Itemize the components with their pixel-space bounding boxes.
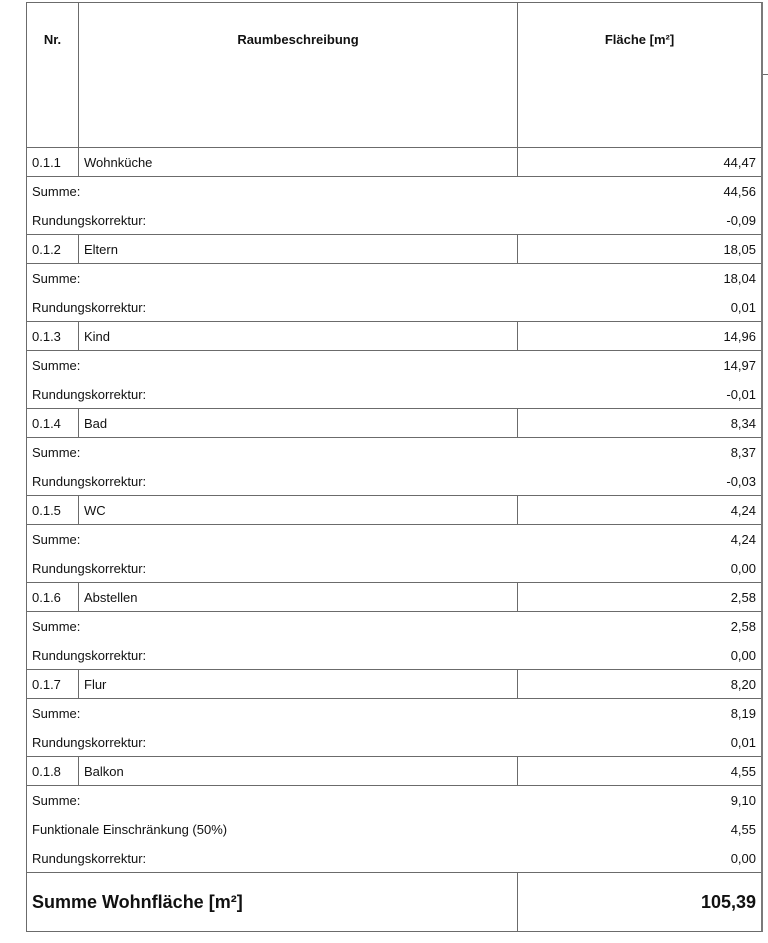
room-nr: 0.1.3 — [27, 322, 79, 350]
rounding-row — [27, 292, 761, 321]
rounding-label: Rundungskorrektur: — [32, 473, 147, 489]
adjacent-column-edge — [763, 74, 768, 75]
rounding-value: 0,00 — [730, 647, 756, 663]
room-row — [27, 756, 761, 785]
rounding-value: -0,09 — [726, 212, 756, 228]
room-name: Flur — [79, 670, 518, 698]
rounding-value: 0,00 — [730, 850, 756, 866]
sum-label: Summe: — [32, 445, 81, 460]
room-row — [27, 321, 761, 350]
sum-label: Summe: — [32, 793, 81, 808]
rounding-row — [27, 843, 761, 872]
room-area: 18,05 — [723, 241, 756, 257]
room-nr: 0.1.6 — [27, 583, 79, 611]
sum-row — [27, 437, 761, 466]
room-nr: 0.1.8 — [27, 757, 79, 785]
rounding-value: 0,01 — [730, 299, 756, 315]
sum-label: Summe: — [32, 619, 81, 634]
room-name: Eltern — [79, 235, 518, 263]
room-row — [27, 582, 761, 611]
rounding-label: Rundungskorrektur: — [32, 647, 147, 663]
sum-label: Summe: — [32, 271, 81, 286]
sum-row — [27, 785, 761, 814]
sum-value: 8,37 — [730, 445, 756, 460]
sum-label: Summe: — [32, 184, 81, 199]
header-nr: Nr. — [27, 3, 79, 147]
sum-value: 4,24 — [730, 532, 756, 547]
rounding-value: -0,03 — [726, 473, 756, 489]
sum-row — [27, 176, 761, 205]
rounding-label: Rundungskorrektur: — [32, 734, 147, 750]
sum-value: 2,58 — [730, 619, 756, 634]
room-area: 8,20 — [730, 676, 756, 692]
functional-label: Funktionale Einschränkung (50%) — [32, 821, 228, 837]
room-area: 2,58 — [730, 589, 756, 605]
room-nr: 0.1.1 — [27, 148, 79, 176]
rounding-label: Rundungskorrektur: — [32, 299, 147, 315]
room-row — [27, 495, 761, 524]
rounding-value: -0,01 — [726, 386, 756, 402]
room-area: 14,96 — [723, 328, 756, 344]
rounding-label: Rundungskorrektur: — [32, 560, 147, 576]
rounding-value: 0,01 — [730, 734, 756, 750]
room-nr: 0.1.4 — [27, 409, 79, 437]
header-description: Raumbeschreibung — [79, 3, 518, 147]
functional-row — [27, 814, 761, 843]
room-row — [27, 147, 761, 176]
sum-row — [27, 524, 761, 553]
rounding-row — [27, 553, 761, 582]
header-area: Fläche [m²] — [604, 32, 675, 47]
total-label: Summe Wohnfläche [m²] — [27, 873, 518, 931]
table-header — [27, 3, 761, 147]
room-area: 4,55 — [730, 763, 756, 779]
room-name: Balkon — [79, 757, 518, 785]
total-row — [27, 872, 761, 931]
total-value: 105,39 — [700, 891, 756, 912]
rounding-row — [27, 727, 761, 756]
sum-label: Summe: — [32, 706, 81, 721]
rounding-label: Rundungskorrektur: — [32, 212, 147, 228]
room-row — [27, 669, 761, 698]
room-name: Wohnküche — [79, 148, 518, 176]
room-name: WC — [79, 496, 518, 524]
room-area: 44,47 — [723, 154, 756, 170]
sum-row — [27, 350, 761, 379]
table-body — [27, 147, 761, 872]
room-area-table — [26, 2, 763, 932]
sum-value: 8,19 — [730, 706, 756, 721]
sum-row — [27, 698, 761, 727]
room-nr: 0.1.2 — [27, 235, 79, 263]
rounding-row — [27, 379, 761, 408]
rounding-value: 0,00 — [730, 560, 756, 576]
rounding-row — [27, 205, 761, 234]
room-area: 8,34 — [730, 415, 756, 431]
sum-value: 44,56 — [723, 184, 756, 199]
sum-row — [27, 263, 761, 292]
room-row — [27, 408, 761, 437]
sum-value: 9,10 — [730, 793, 756, 808]
room-name: Kind — [79, 322, 518, 350]
rounding-label: Rundungskorrektur: — [32, 386, 147, 402]
room-nr: 0.1.5 — [27, 496, 79, 524]
room-area: 4,24 — [730, 502, 756, 518]
room-name: Bad — [79, 409, 518, 437]
room-row — [27, 234, 761, 263]
sum-value: 14,97 — [723, 358, 756, 373]
rounding-row — [27, 640, 761, 669]
sum-label: Summe: — [32, 532, 81, 547]
sum-label: Summe: — [32, 358, 81, 373]
rounding-label: Rundungskorrektur: — [32, 850, 147, 866]
functional-value: 4,55 — [730, 821, 756, 837]
sum-row — [27, 611, 761, 640]
room-nr: 0.1.7 — [27, 670, 79, 698]
sum-value: 18,04 — [723, 271, 756, 286]
rounding-row — [27, 466, 761, 495]
room-name: Abstellen — [79, 583, 518, 611]
